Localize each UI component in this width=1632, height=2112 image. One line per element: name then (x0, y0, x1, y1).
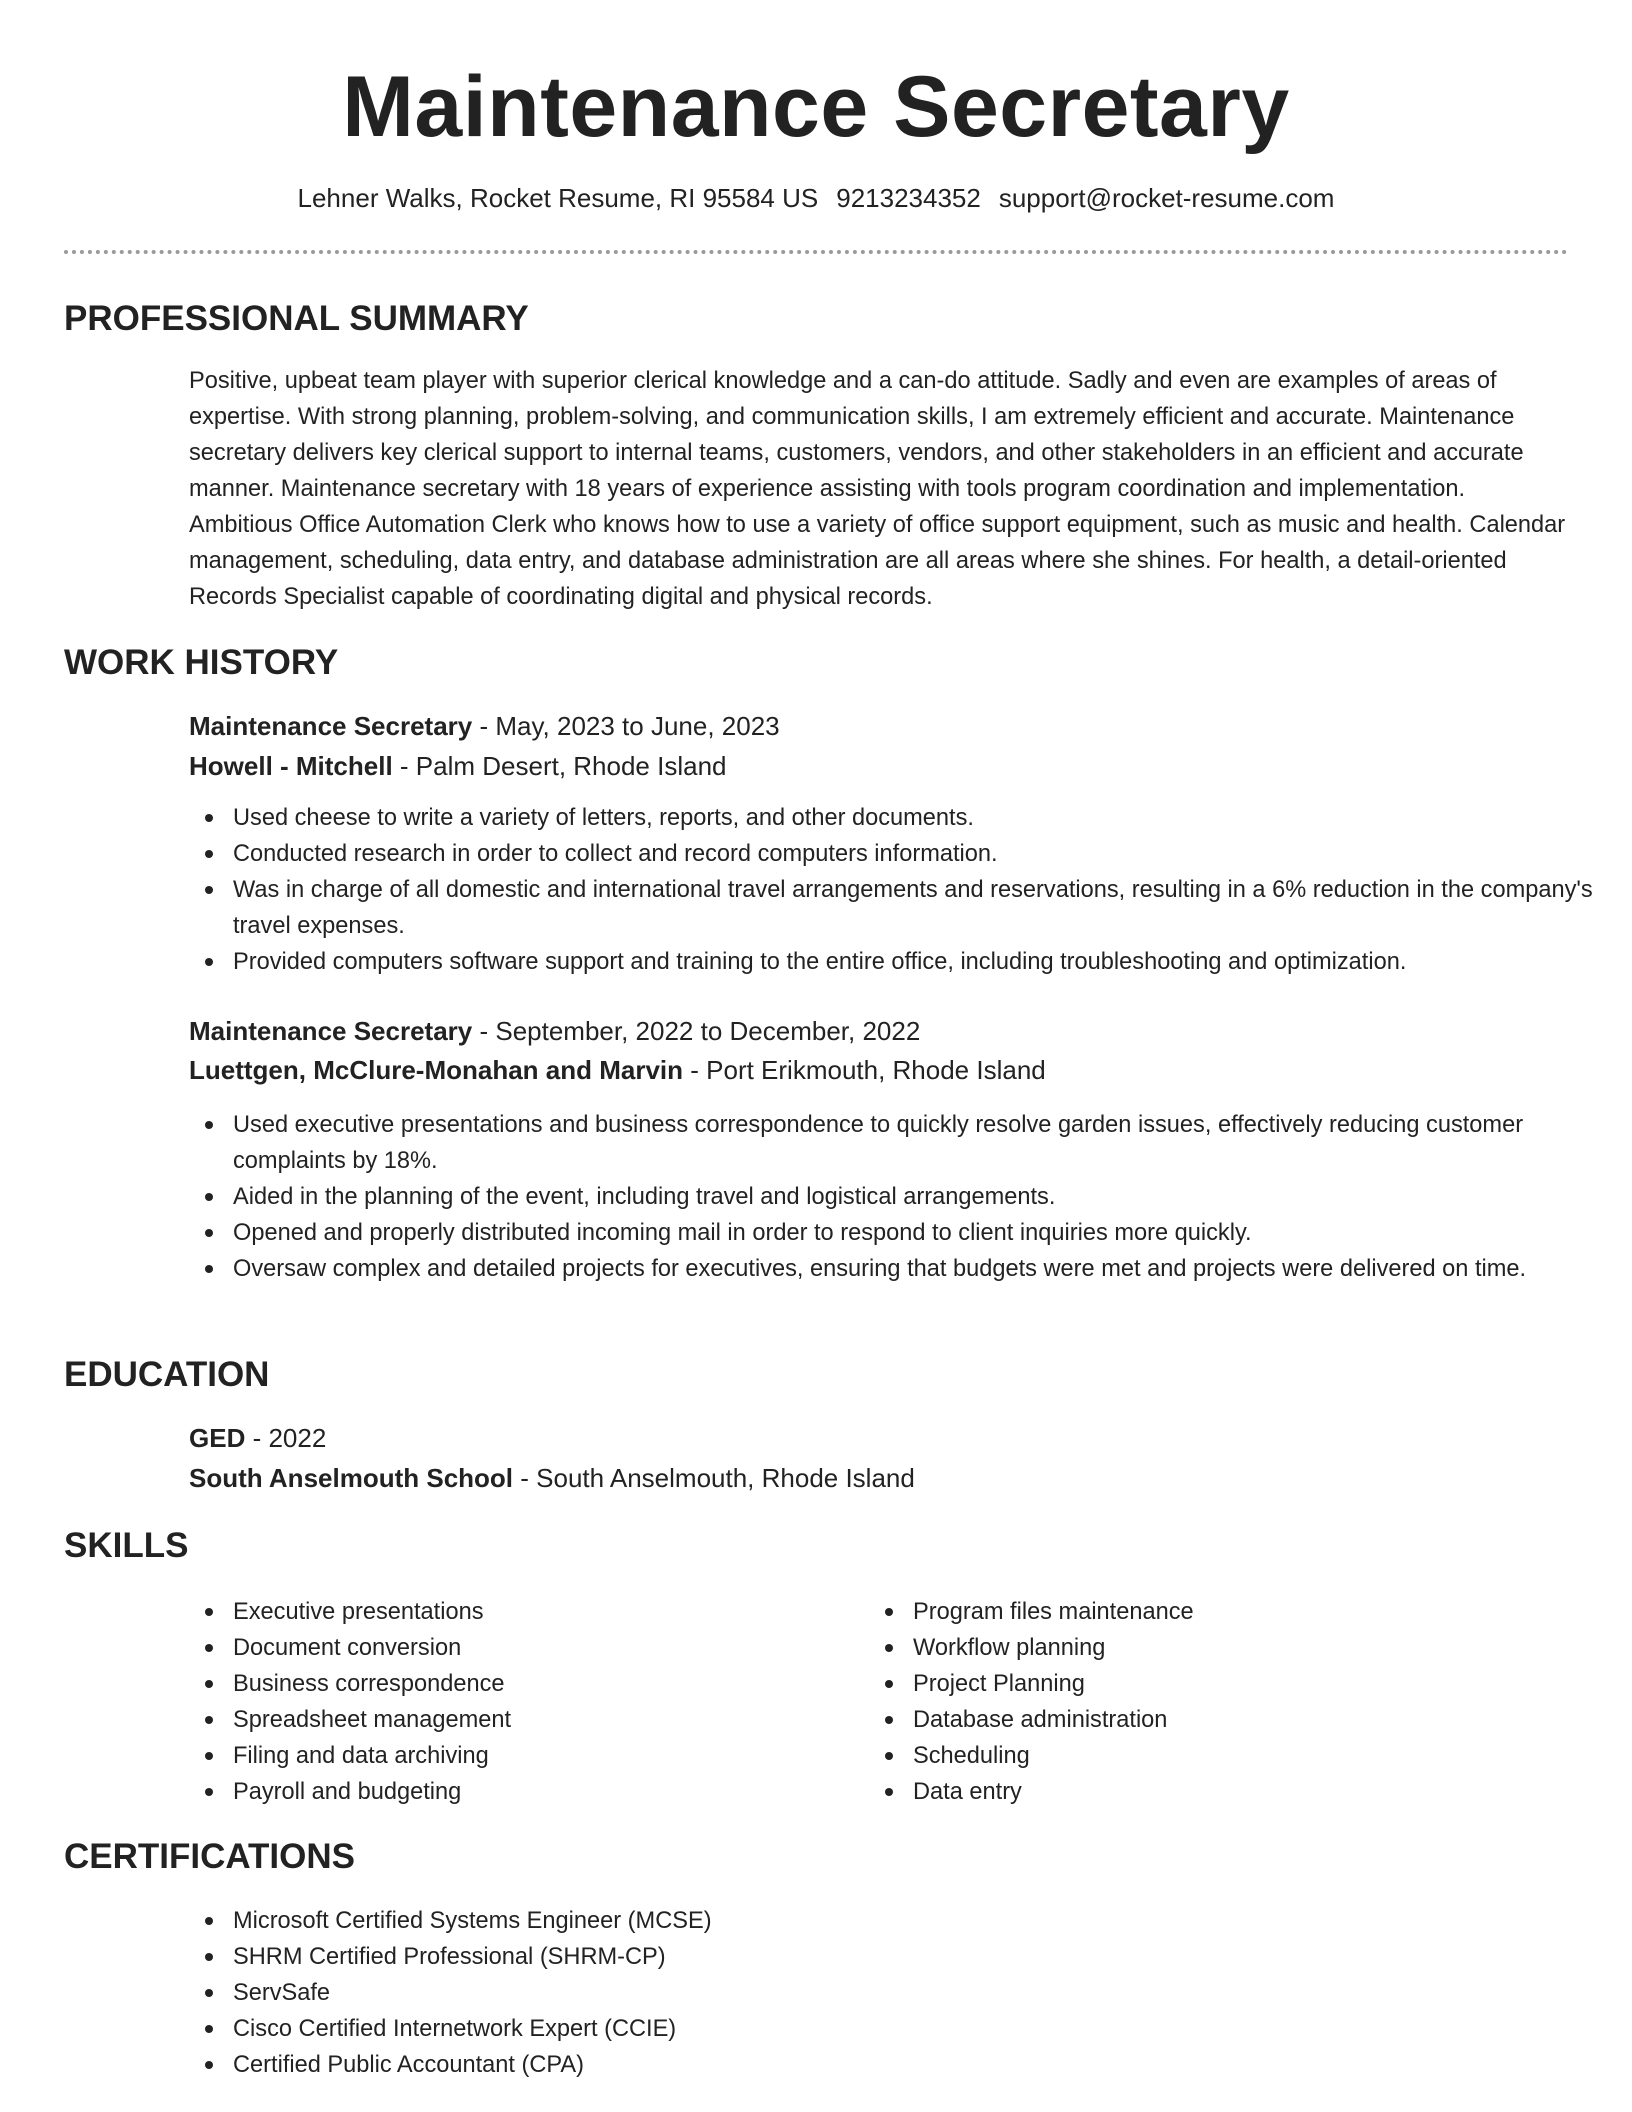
job-2-role: Maintenance Secretary (189, 1016, 473, 1046)
summary-text: Positive, upbeat team player with superior clerical knowledge and a can-do attitude. Sadly and even are examples of areas of expertise. With strong planning, problem-solving, and communication skills, I am extremely efficient and accurate. Maintenance secretary delivers key clerical support to internal teams, customers, vendors, and other stakeholders in an efficient and accurate manner. Maintenance secretary with 18 years of experience assisting with tools program coordination and implementation. Ambitious Office Automation Clerk who knows how to use a variety of office support equipment, such as music and health. Calendar management, scheduling, data entry, and database administration are all areas where she shines. For health, a detail-oriented Records Specialist capable of coordinating digital and physical records. (189, 368, 1566, 610)
list-item: Used executive presentations and business correspondence to quickly resolve garden issues, effectively reducing customer complaints by 18%. (233, 1107, 1613, 1179)
list-item: Executive presentations (233, 1594, 1613, 1630)
job-1-bullet-list (189, 800, 1613, 980)
job-2-bullet-list (189, 1107, 1613, 1287)
education-school-line (189, 1460, 915, 1496)
list-item: Program files maintenance (913, 1594, 1632, 1630)
list-item: Filing and data archiving (233, 1738, 1613, 1774)
certifications-heading: CERTIFICATIONS (64, 1837, 356, 1876)
job-2-company: Luettgen, McClure-Monahan and Marvin (189, 1055, 684, 1085)
list-item: Project Planning (913, 1666, 1632, 1702)
job-2-location: - Port Erikmouth, Rhode Island (683, 1055, 1046, 1085)
education-heading: EDUCATION (64, 1355, 270, 1394)
job-1-location: - Palm Desert, Rhode Island (392, 751, 727, 781)
skills-right-list (869, 1594, 1632, 1810)
skills-heading: SKILLS (64, 1526, 189, 1565)
list-item: Payroll and budgeting (233, 1774, 1613, 1810)
list-item: ServSafe (233, 1975, 1613, 2011)
job-1-company-line (189, 748, 727, 784)
education-year: - 2022 (245, 1423, 327, 1453)
education-degree: GED (189, 1423, 246, 1453)
work-history-heading: WORK HISTORY (64, 643, 339, 682)
list-item: Aided in the planning of the event, including travel and logistical arrangements. (233, 1179, 1613, 1215)
list-item: Was in charge of all domestic and international travel arrangements and reservations, resulting in a 6% reduction in the company's travel expenses. (233, 872, 1613, 944)
list-item: Provided computers software support and training to the entire office, including troubleshooting and optimization. (233, 944, 1613, 980)
list-item: Microsoft Certified Systems Engineer (MCSE) (233, 1903, 1613, 1939)
job-1-title-line (189, 708, 780, 744)
list-item: Opened and properly distributed incoming mail in order to respond to client inquiries more quickly. (233, 1215, 1613, 1251)
list-item: Workflow planning (913, 1630, 1632, 1666)
contact-address: Lehner Walks, Rocket Resume, RI 95584 US (297, 183, 819, 213)
education-degree-line (189, 1420, 326, 1456)
list-item: Cisco Certified Internetwork Expert (CCIE) (233, 2011, 1613, 2047)
list-item: Conducted research in order to collect and record computers information. (233, 836, 1613, 872)
contact-email: support@rocket-resume.com (998, 183, 1335, 213)
job-1-dates: - May, 2023 to June, 2023 (472, 711, 780, 741)
list-item: Certified Public Accountant (CPA) (233, 2047, 1613, 2083)
certifications-list (189, 1903, 1613, 2083)
list-item: SHRM Certified Professional (SHRM-CP) (233, 1939, 1613, 1975)
candidate-name: Maintenance Secretary (342, 59, 1290, 155)
job-2-company-line (189, 1052, 1046, 1088)
list-item: Oversaw complex and detailed projects for executives, ensuring that budgets were met and projects were delivered on time. (233, 1251, 1613, 1287)
contact-line (0, 180, 1632, 216)
header-divider (64, 250, 1568, 254)
job-2-dates: - September, 2022 to December, 2022 (472, 1016, 921, 1046)
list-item: Scheduling (913, 1738, 1632, 1774)
job-1-company: Howell - Mitchell (189, 751, 393, 781)
list-item: Data entry (913, 1774, 1632, 1810)
list-item: Spreadsheet management (233, 1702, 1613, 1738)
education-school: South Anselmouth School (189, 1463, 514, 1493)
job-1-role: Maintenance Secretary (189, 711, 473, 741)
education-location: - South Anselmouth, Rhode Island (513, 1463, 915, 1493)
list-item: Document conversion (233, 1630, 1613, 1666)
list-item: Business correspondence (233, 1666, 1613, 1702)
contact-phone: 9213234352 (836, 183, 981, 213)
list-item: Used cheese to write a variety of letters, reports, and other documents. (233, 800, 1613, 836)
list-item: Database administration (913, 1702, 1632, 1738)
job-2-title-line (189, 1013, 920, 1049)
summary-heading: PROFESSIONAL SUMMARY (64, 299, 529, 338)
